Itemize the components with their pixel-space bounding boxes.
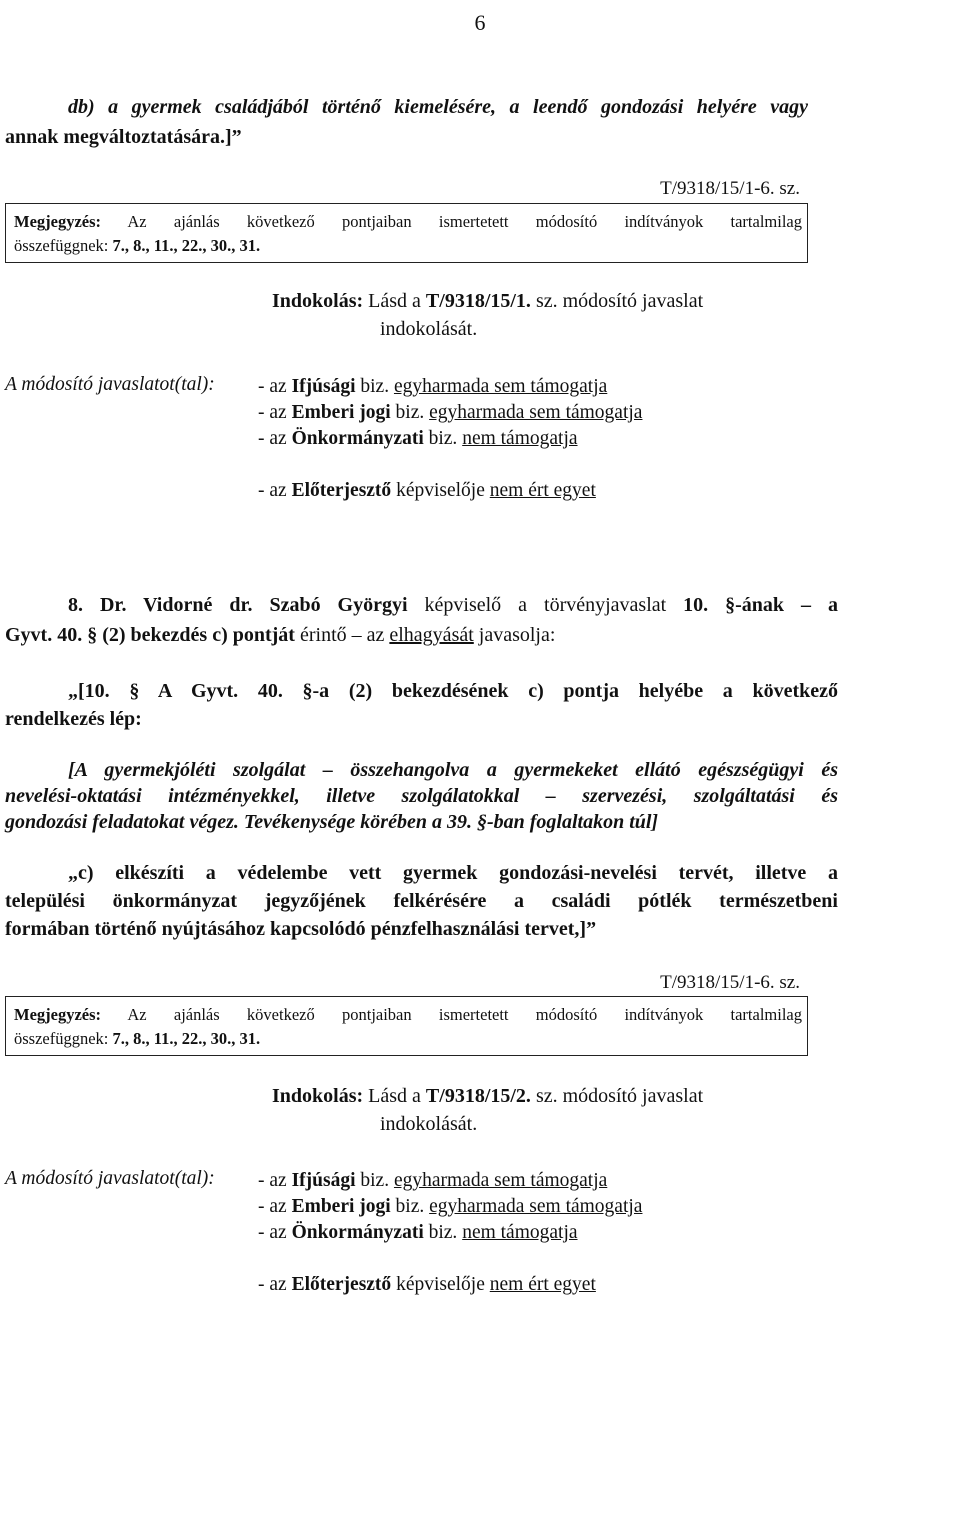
intro-line-1: db) a gyermek családjából történő kiemelésére, a leendő gondozási helyére vagy bbox=[68, 96, 808, 118]
amendment-intro-line-2: rendelkezés lép: bbox=[5, 708, 142, 730]
c-point-line-3: formában történő nyújtásához kapcsolódó pénzfelhasználási tervet,]” bbox=[5, 918, 597, 940]
vote-row: - az Önkormányzati biz. nem támogatja bbox=[258, 1222, 578, 1243]
votes-label: A módosító javaslatot(tal): bbox=[5, 1168, 215, 1189]
vote-row: - az Emberi jogi biz. egyharmada sem támogatja bbox=[258, 402, 643, 423]
intro-line-2: annak megváltoztatására.]” bbox=[5, 126, 242, 148]
c-point-line-2: települési önkormányzat jegyzőjének felkérésére a családi pótlék természetbeni bbox=[5, 890, 838, 912]
note-box bbox=[5, 996, 808, 1056]
proposer-row: - az Előterjesztő képviselője nem ért egyet bbox=[258, 1274, 596, 1295]
c-point-line-1: „c) elkészíti a védelembe vett gyermek gondozási-nevelési tervét, illetve a bbox=[68, 862, 838, 884]
bracket-text-line-3: gondozási feladatokat végez. Tevékenysége körében a 39. §-ban foglaltakon túl] bbox=[5, 811, 659, 833]
vote-row: - az Ifjúsági biz. egyharmada sem támogatja bbox=[258, 1170, 608, 1191]
bracket-text-line-2: nevelési-oktatási intézményekkel, illetve szolgálatokkal – szervezési, szolgáltatási és bbox=[5, 785, 838, 807]
note-line-2: összefüggnek: 7., 8., 11., 22., 30., 31. bbox=[14, 1029, 261, 1048]
justification: Indokolás: Lásd a T/9318/15/1. sz. módosító javaslat indokolását. bbox=[272, 290, 704, 340]
page-number: 6 bbox=[474, 10, 486, 35]
note-line-1: Megjegyzés: Az ajánlás következő pontjaiban ismertetett módosító indítványok tartalmilag bbox=[14, 1005, 802, 1024]
votes-label: A módosító javaslatot(tal): bbox=[5, 374, 215, 395]
item-8-line-2: Gyvt. 40. § (2) bekezdés c) pontját érintő – az elhagyását javasolja: bbox=[5, 624, 556, 646]
note-line-2: összefüggnek: 7., 8., 11., 22., 30., 31. bbox=[14, 236, 261, 255]
proposer-row: - az Előterjesztő képviselője nem ért egyet bbox=[258, 480, 596, 501]
justification: Indokolás: Lásd a T/9318/15/2. sz. módosító javaslat indokolását. bbox=[272, 1085, 704, 1135]
note-line-1: Megjegyzés: Az ajánlás következő pontjaiban ismertetett módosító indítványok tartalmilag bbox=[14, 212, 802, 231]
vote-row: - az Önkormányzati biz. nem támogatja bbox=[258, 428, 578, 449]
vote-row: - az Ifjúsági biz. egyharmada sem támogatja bbox=[258, 376, 608, 397]
note-box bbox=[5, 203, 808, 263]
vote-row: - az Emberi jogi biz. egyharmada sem támogatja bbox=[258, 1196, 643, 1217]
reference-number: T/9318/15/1-6. sz. bbox=[660, 972, 800, 993]
bracket-text-line-1: [A gyermekjóléti szolgálat – összehangolva a gyermekeket ellátó egészségügyi és bbox=[68, 759, 838, 781]
reference-number: T/9318/15/1-6. sz. bbox=[660, 178, 800, 199]
item-8-line-1: 8. Dr. Vidorné dr. Szabó Györgyi képviselő a törvényjavaslat 10. §-ának – a bbox=[68, 594, 839, 616]
amendment-intro-line-1: „[10. § A Gyvt. 40. §-a (2) bekezdésének c) pontja helyébe a következő bbox=[68, 680, 838, 702]
